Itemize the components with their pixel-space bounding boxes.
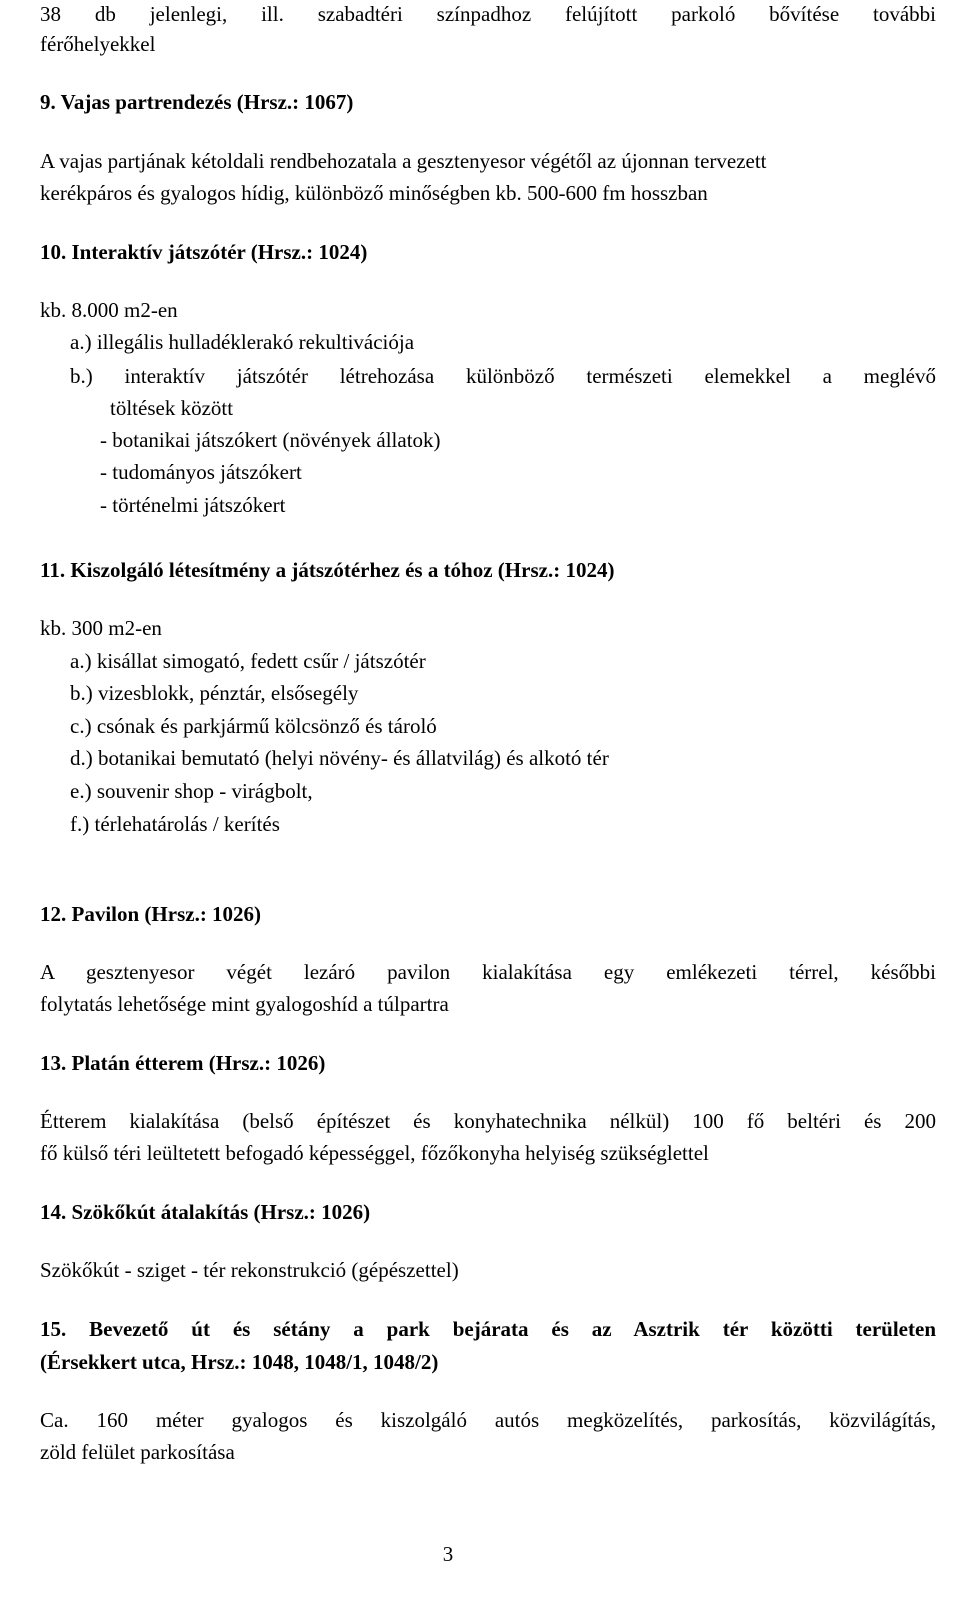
list-item: - tudományos játszókert xyxy=(100,460,302,484)
section-heading: 15. Bevezető út és sétány a park bejárata és az Asztrik tér közötti területen xyxy=(40,1317,936,1341)
text-line: folytatás lehetősége mint gyalogoshíd a túlpartra xyxy=(40,992,449,1016)
section-heading: 9. Vajas partrendezés (Hrsz.: 1067) xyxy=(40,90,354,114)
list-item: e.) souvenir shop - virágbolt, xyxy=(70,779,313,803)
text-line: kb. 8.000 m2-en xyxy=(40,298,178,322)
list-item: - botanikai játszókert (növények állatok) xyxy=(100,428,441,452)
text-line: Ca. 160 méter gyalogos és kiszolgáló autós megközelítés, parkosítás, közvilágítás, xyxy=(40,1408,936,1432)
section-heading: 10. Interaktív játszótér (Hrsz.: 1024) xyxy=(40,240,368,264)
list-item: - történelmi játszókert xyxy=(100,493,286,517)
page-number: 3 xyxy=(442,1542,454,1566)
list-item: c.) csónak és parkjármű kölcsönző és tároló xyxy=(70,714,437,738)
section-heading: (Érsekkert utca, Hrsz.: 1048, 1048/1, 1048/2) xyxy=(40,1350,439,1374)
list-item: d.) botanikai bemutató (helyi növény- és állatvilág) és alkotó tér xyxy=(70,746,609,770)
list-item: töltések között xyxy=(110,396,234,420)
text-line: Étterem kialakítása (belső építészet és konyhatechnika nélkül) 100 fő beltéri és 200 xyxy=(40,1109,936,1133)
text-line: kerékpáros és gyalogos hídig, különböző minőségben kb. 500-600 fm hosszban xyxy=(40,181,708,205)
list-item: a.) kisállat simogató, fedett csűr / játszótér xyxy=(70,649,426,673)
text-line: A gesztenyesor végét lezáró pavilon kialakítása egy emlékezeti térrel, későbbi xyxy=(40,960,936,984)
text-line: A vajas partjának kétoldali rendbehozatala a gesztenyesor végétől az újonnan tervezett xyxy=(40,149,767,173)
list-item: b.) vizesblokk, pénztár, elsősegély xyxy=(70,681,359,705)
section-heading: 14. Szökőkút átalakítás (Hrsz.: 1026) xyxy=(40,1200,371,1224)
section-heading: 11. Kiszolgáló létesítmény a játszótérhez és a tóhoz (Hrsz.: 1024) xyxy=(40,558,615,582)
section-heading: 12. Pavilon (Hrsz.: 1026) xyxy=(40,902,262,926)
list-item: f.) térlehatárolás / kerítés xyxy=(70,812,280,836)
list-item: a.) illegális hulladéklerakó rekultivációja xyxy=(70,330,415,354)
text-line: zöld felület parkosítása xyxy=(40,1440,235,1464)
section-heading: 13. Platán étterem (Hrsz.: 1026) xyxy=(40,1051,326,1075)
text-line: kb. 300 m2-en xyxy=(40,616,162,640)
text-line: férőhelyekkel xyxy=(40,32,156,56)
text-line: 38 db jelenlegi, ill. szabadtéri színpadhoz felújított parkoló bővítése további xyxy=(40,2,936,26)
list-item: b.) interaktív játszótér létrehozása különböző természeti elemekkel a meglévő xyxy=(70,364,936,388)
text-line: fő külső téri leültetett befogadó képességgel, főzőkonyha helyiség szükséglettel xyxy=(40,1141,709,1165)
text-line: Szökőkút - sziget - tér rekonstrukció (gépészettel) xyxy=(40,1258,459,1282)
